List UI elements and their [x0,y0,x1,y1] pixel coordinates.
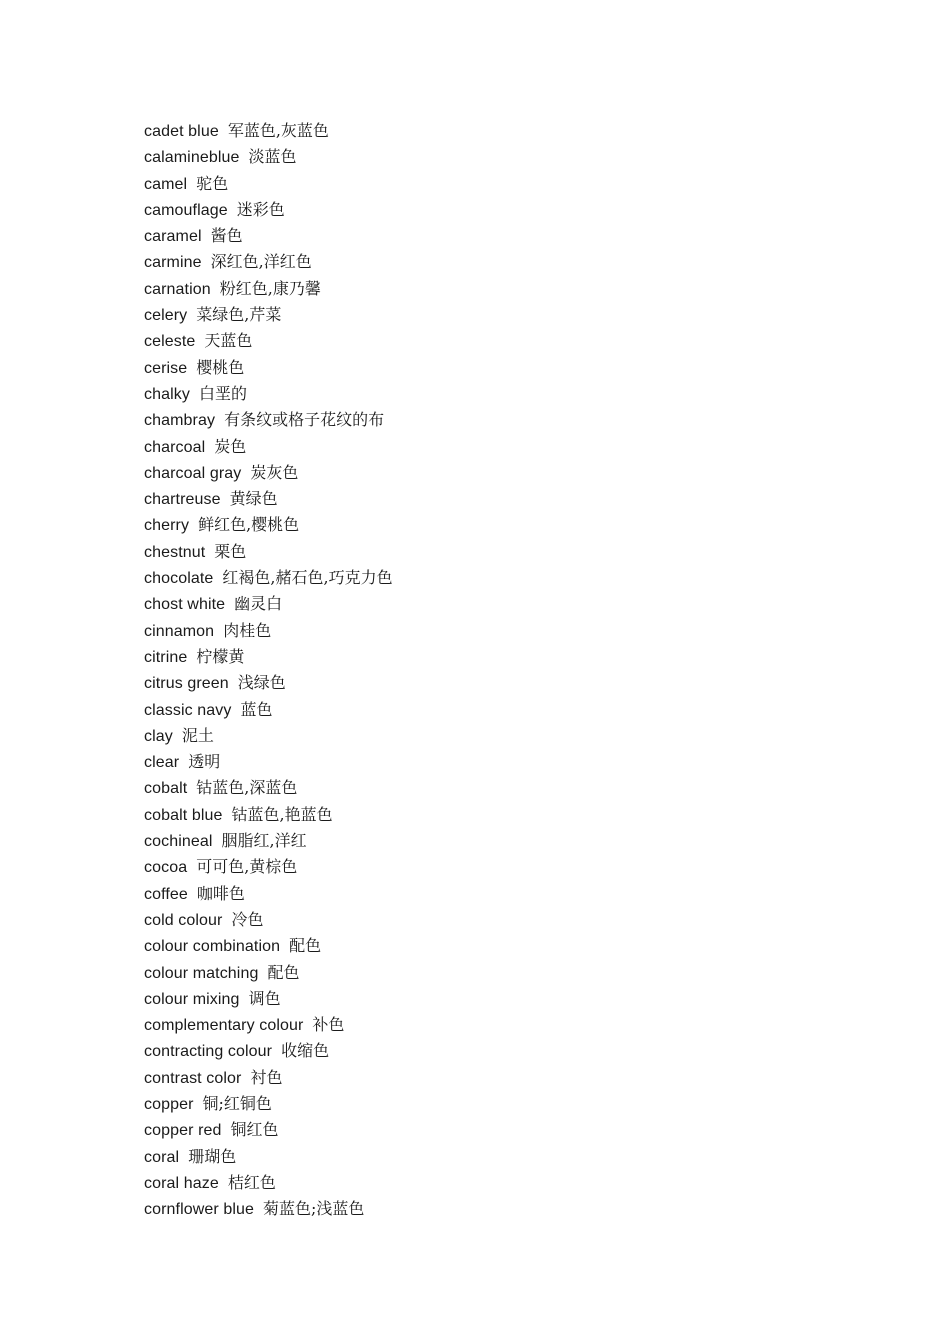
chinese-translation: 酱色 [210,226,243,246]
english-term: colour combination [144,938,281,956]
english-term: contracting colour [144,1043,273,1061]
chinese-translation: 咖啡色 [196,883,245,903]
chinese-translation: 肉桂色 [223,620,272,640]
chinese-translation: 栗色 [214,541,247,561]
glossary-entry [144,223,393,249]
chinese-translation: 铜红色 [230,1120,279,1140]
glossary-entry [144,512,393,538]
chinese-translation: 深红色,洋红色 [210,252,312,272]
glossary-entry [144,1170,393,1196]
chinese-translation: 补色 [312,1015,345,1035]
english-term: cocoa [144,859,188,877]
glossary-entry [144,302,393,328]
glossary-entry [144,644,393,670]
chinese-translation: 淡蓝色 [248,147,297,167]
chinese-translation: 天蓝色 [204,331,253,351]
glossary-entry [144,1196,393,1222]
english-term: contrast color [144,1069,242,1087]
english-term: copper [144,1095,194,1113]
english-term: citrus green [144,675,229,693]
glossary-entry [144,381,393,407]
english-term: carnation [144,280,211,298]
english-term: classic navy [144,701,232,719]
chinese-translation: 可可色,黄棕色 [196,857,298,877]
chinese-translation: 铜;红铜色 [202,1093,272,1113]
glossary-entry [144,618,393,644]
glossary-entry [144,907,393,933]
english-term: cobalt [144,780,188,798]
glossary-entry [144,775,393,801]
glossary-entry [144,670,393,696]
chinese-translation: 菊蓝色;浅蓝色 [263,1199,365,1219]
english-term: charcoal gray [144,464,242,482]
chinese-translation: 黄绿色 [229,489,278,509]
chinese-translation: 调色 [248,988,281,1008]
chinese-translation: 收缩色 [281,1041,330,1061]
english-term: cadet blue [144,123,219,140]
english-term: colour mixing [144,990,240,1008]
glossary-entry [144,591,393,617]
glossary-entry [144,434,393,460]
english-term: chocolate [144,570,214,588]
english-term: celery [144,307,188,325]
glossary-entry [144,1012,393,1038]
glossary-entry [144,723,393,749]
english-term: chambray [144,412,216,430]
glossary-entry [144,1144,393,1170]
glossary-entry [144,933,393,959]
glossary-entry [144,249,393,275]
glossary-entry [144,171,393,197]
english-term: cochineal [144,833,213,851]
chinese-translation: 泥土 [181,725,214,745]
glossary-entry [144,197,393,223]
chinese-translation: 红褐色,赭石色,巧克力色 [222,568,393,588]
glossary-entry [144,1091,393,1117]
glossary-entry [144,486,393,512]
chinese-translation: 配色 [289,936,322,956]
english-term: colour matching [144,964,259,982]
chinese-translation: 透明 [188,752,221,772]
english-term: coral haze [144,1174,219,1192]
english-term: chestnut [144,543,206,561]
glossary-entry [144,407,393,433]
chinese-translation: 驼色 [196,173,229,193]
glossary-entry [144,986,393,1012]
glossary-entry [144,1065,393,1091]
english-term: chost white [144,596,226,614]
glossary-entry [144,144,393,170]
english-term: cobalt blue [144,806,223,824]
chinese-translation: 钴蓝色,深蓝色 [196,778,298,798]
glossary-entry [144,328,393,354]
glossary-entry [144,118,393,144]
chinese-translation: 炭色 [214,436,247,456]
english-term: clay [144,727,173,745]
english-term: caramel [144,228,202,246]
glossary-entry [144,460,393,486]
chinese-translation: 粉红色,康乃馨 [219,278,321,298]
english-term: complementary colour [144,1017,304,1035]
english-term: chartreuse [144,491,221,509]
english-term: copper red [144,1122,222,1140]
glossary-entry [144,276,393,302]
chinese-translation: 菜绿色,芹菜 [196,305,282,325]
chinese-translation: 迷彩色 [236,199,285,219]
glossary-entry [144,697,393,723]
glossary-entry [144,1038,393,1064]
english-term: chalky [144,385,190,403]
english-term: celeste [144,333,196,351]
english-term: citrine [144,648,188,666]
english-term: cornflower blue [144,1201,254,1219]
english-term: charcoal [144,438,206,456]
glossary-entry [144,828,393,854]
english-term: cherry [144,517,190,535]
chinese-translation: 有条纹或格子花纹的布 [224,410,385,430]
glossary-entry [144,539,393,565]
chinese-translation: 蓝色 [240,699,273,719]
chinese-translation: 白垩的 [198,383,247,403]
chinese-translation: 炭灰色 [250,462,299,482]
english-term: camel [144,175,188,193]
chinese-translation: 柠檬黄 [196,646,245,666]
english-term: cinnamon [144,622,215,640]
chinese-translation: 鲜红色,樱桃色 [198,515,300,535]
english-term: calamineblue [144,149,240,167]
glossary-list [144,118,393,1222]
chinese-translation: 衬色 [250,1067,283,1087]
chinese-translation: 胭脂红,洋红 [221,831,307,851]
chinese-translation: 钴蓝色,艳蓝色 [231,804,333,824]
glossary-entry [144,881,393,907]
chinese-translation: 桔红色 [227,1172,276,1192]
glossary-entry [144,565,393,591]
glossary-entry [144,960,393,986]
english-term: carmine [144,254,202,272]
english-term: coral [144,1148,180,1166]
english-term: coffee [144,885,188,903]
english-term: clear [144,754,180,772]
english-term: cold colour [144,911,223,929]
glossary-entry [144,802,393,828]
chinese-translation: 幽灵白 [234,594,283,614]
glossary-entry [144,355,393,381]
chinese-translation: 浅绿色 [237,673,286,693]
chinese-translation: 樱桃色 [196,357,245,377]
english-term: camouflage [144,201,228,219]
glossary-entry [144,749,393,775]
glossary-entry [144,1117,393,1143]
chinese-translation: 配色 [267,962,300,982]
english-term: cerise [144,359,188,377]
chinese-translation: 冷色 [231,909,264,929]
glossary-entry [144,854,393,880]
chinese-translation: 军蓝色,灰蓝色 [227,121,329,140]
chinese-translation: 珊瑚色 [188,1146,237,1166]
